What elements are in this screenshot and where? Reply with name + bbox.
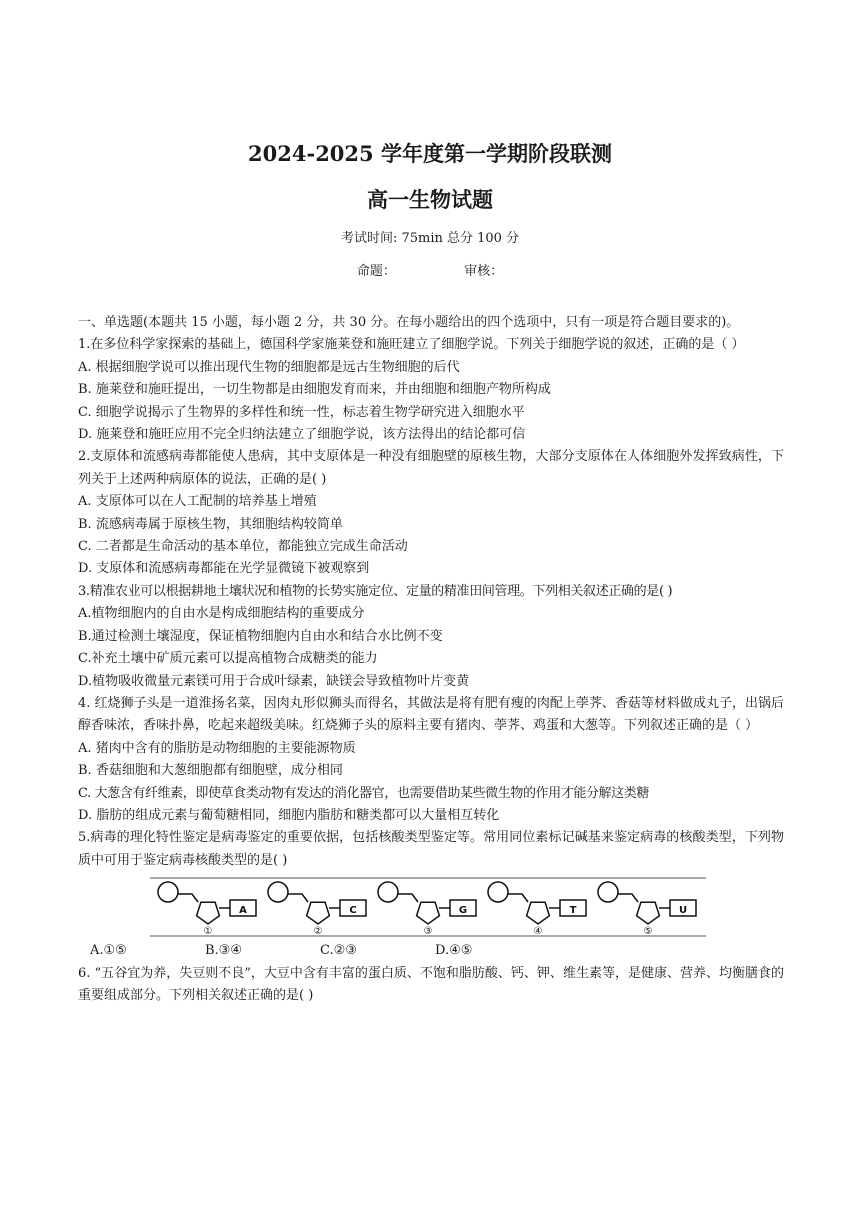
question-6-stem: 6. “五谷宜为养，失豆则不良”，大豆中含有丰富的蛋白质、不饱和脂肪酸、钙、钾、维生素等，是健康、营养、均衡膳食的重要组成部分。下列相关叙述正确的是( ) — [78, 965, 784, 1003]
pentose-pentagon — [197, 902, 220, 924]
exam-content — [78, 312, 784, 1007]
author-label: 命题： — [356, 264, 396, 279]
question-1-option-c: C. 细胞学说揭示了生物界的多样性和统一性，标志着生物学研究进入细胞水平 — [78, 404, 525, 420]
question-2-option-b: B. 流感病毒属于原核生物，其细胞结构较简单 — [78, 516, 343, 532]
phosphate-bond — [508, 894, 528, 902]
question-2-option-d: D. 支原体和流感病毒都能在光学显微镜下被观察到 — [78, 561, 370, 577]
phosphate-circle — [378, 882, 398, 902]
phosphate-circle — [268, 882, 288, 902]
nucleotide-number: ② — [313, 926, 323, 938]
phosphate-bond — [178, 894, 198, 902]
question-5-option-d: D.④⑤ — [435, 943, 473, 959]
question-3-option-a: A.植物细胞内的自由水是构成细胞结构的重要成分 — [78, 606, 365, 622]
exam-info: 考试时间: 75min 总分 100 分 — [340, 231, 520, 246]
base-label: C — [349, 905, 357, 917]
question-5-option-c: C.②③ — [320, 943, 357, 959]
phosphate-circle — [598, 882, 618, 902]
question-1-stem: 1.在多位科学家探索的基础上，德国科学家施莱登和施旺建立了细胞学说。下列关于细胞学说的叙述，正确的是（ ） — [78, 337, 745, 353]
author-reviewer-line — [0, 260, 860, 279]
nucleotide-number: ④ — [533, 926, 543, 938]
question-2-option-c: C. 二者都是生命活动的基本单位，都能独立完成生命活动 — [78, 539, 408, 555]
question-5-option-b: B.③④ — [205, 943, 242, 959]
section-intro: 一、单选题(本题共 15 小题，每小题 2 分，共 30 分。在每小题给出的四个选项中，只有一项是符合题目要求的)。 — [78, 315, 740, 330]
pentose-pentagon — [637, 902, 660, 924]
nucleotide-number: ⑤ — [643, 926, 653, 938]
question-3-option-d: D.植物吸收微量元素镁可用于合成叶绿素，缺镁会导致植物叶片变黄 — [78, 673, 470, 689]
question-1-option-a: A. 根据细胞学说可以推出现代生物的细胞都是远古生物细胞的后代 — [78, 359, 460, 375]
question-3-option-c: C.补充土壤中矿质元素可以提高植物合成糖类的能力 — [78, 651, 378, 667]
question-4-option-d: D. 脂肪的组成元素与葡萄糖相同，细胞内脂肪和糖类都可以大量相互转化 — [78, 807, 500, 823]
pentose-pentagon — [527, 902, 550, 924]
question-4-option-c: C. 大葱含有纤维素，即使草食类动物有发达的消化器官，也需要借助某些微生物的作用才能分解这类糖 — [78, 785, 649, 801]
base-label: A — [239, 905, 247, 917]
phosphate-bond — [618, 894, 638, 902]
nucleotide-number: ① — [203, 926, 213, 938]
question-5-options — [78, 940, 784, 962]
question-5-option-a: A.①⑤ — [90, 943, 127, 959]
question-4-option-a: A. 猪肉中含有的脂肪是动物细胞的主要能源物质 — [78, 740, 356, 756]
question-4-stem: 4. 红烧狮子头是一道淮扬名菜，因肉丸形似狮头而得名，其做法是将有肥有瘦的肉配上荸荠、香菇等材料做成丸子，出锅后醇香味浓，香味扑鼻，吃起来超级美味。红烧狮子头的原料主要有猪肉、荸荠、鸡蛋和大葱等。下列叙述正确的是（ ） — [78, 695, 784, 734]
exam-title: 2024-2025 学年度第一学期阶段联测 — [248, 141, 612, 166]
nucleotide-number: ③ — [423, 926, 433, 938]
base-label: U — [678, 905, 688, 917]
phosphate-circle — [488, 882, 508, 902]
phosphate-bond — [398, 894, 418, 902]
question-2-option-a: A. 支原体可以在人工配制的培养基上增殖 — [78, 494, 317, 510]
nucleotide-diagram — [148, 876, 708, 938]
base-label: G — [458, 905, 468, 917]
reviewer-label: 审核： — [464, 264, 504, 279]
question-1-option-d: D. 施莱登和施旺应用不完全归纳法建立了细胞学说，该方法得出的结论都可信 — [78, 427, 526, 443]
pentose-pentagon — [417, 902, 440, 924]
question-4-option-b: B. 香菇细胞和大葱细胞都有细胞壁，成分相同 — [78, 763, 343, 779]
phosphate-circle — [158, 882, 178, 902]
question-1-option-b: B. 施莱登和施旺提出，一切生物都是由细胞发育而来，并由细胞和细胞产物所构成 — [78, 382, 551, 398]
question-3-option-b: B.通过检测土壤湿度，保证植物细胞内自由水和结合水比例不变 — [78, 628, 443, 644]
question-3-stem: 3.精准农业可以根据耕地土壤状况和植物的长势实施定位、定量的精准田间管理。下列相关叙述正确的是( ) — [78, 583, 673, 599]
pentose-pentagon — [307, 902, 330, 924]
nucleotide-figure — [148, 876, 784, 938]
phosphate-bond — [288, 894, 308, 902]
question-2-stem: 2.支原体和流感病毒都能使人患病，其中支原体是一种没有细胞壁的原核生物，大部分支原体在人体细胞外发挥致病性，下列关于上述两种病原体的说法，正确的是( ) — [78, 449, 784, 487]
question-5-stem: 5.病毒的理化特性鉴定是病毒鉴定的重要依据，包括核酸类型鉴定等。常用同位素标记碱基来鉴定病毒的核酸类型，下列物质中可用于鉴定病毒核酸类型的是( ) — [78, 830, 784, 868]
base-label: T — [569, 905, 577, 917]
exam-subject-title: 高一生物试题 — [367, 187, 493, 212]
